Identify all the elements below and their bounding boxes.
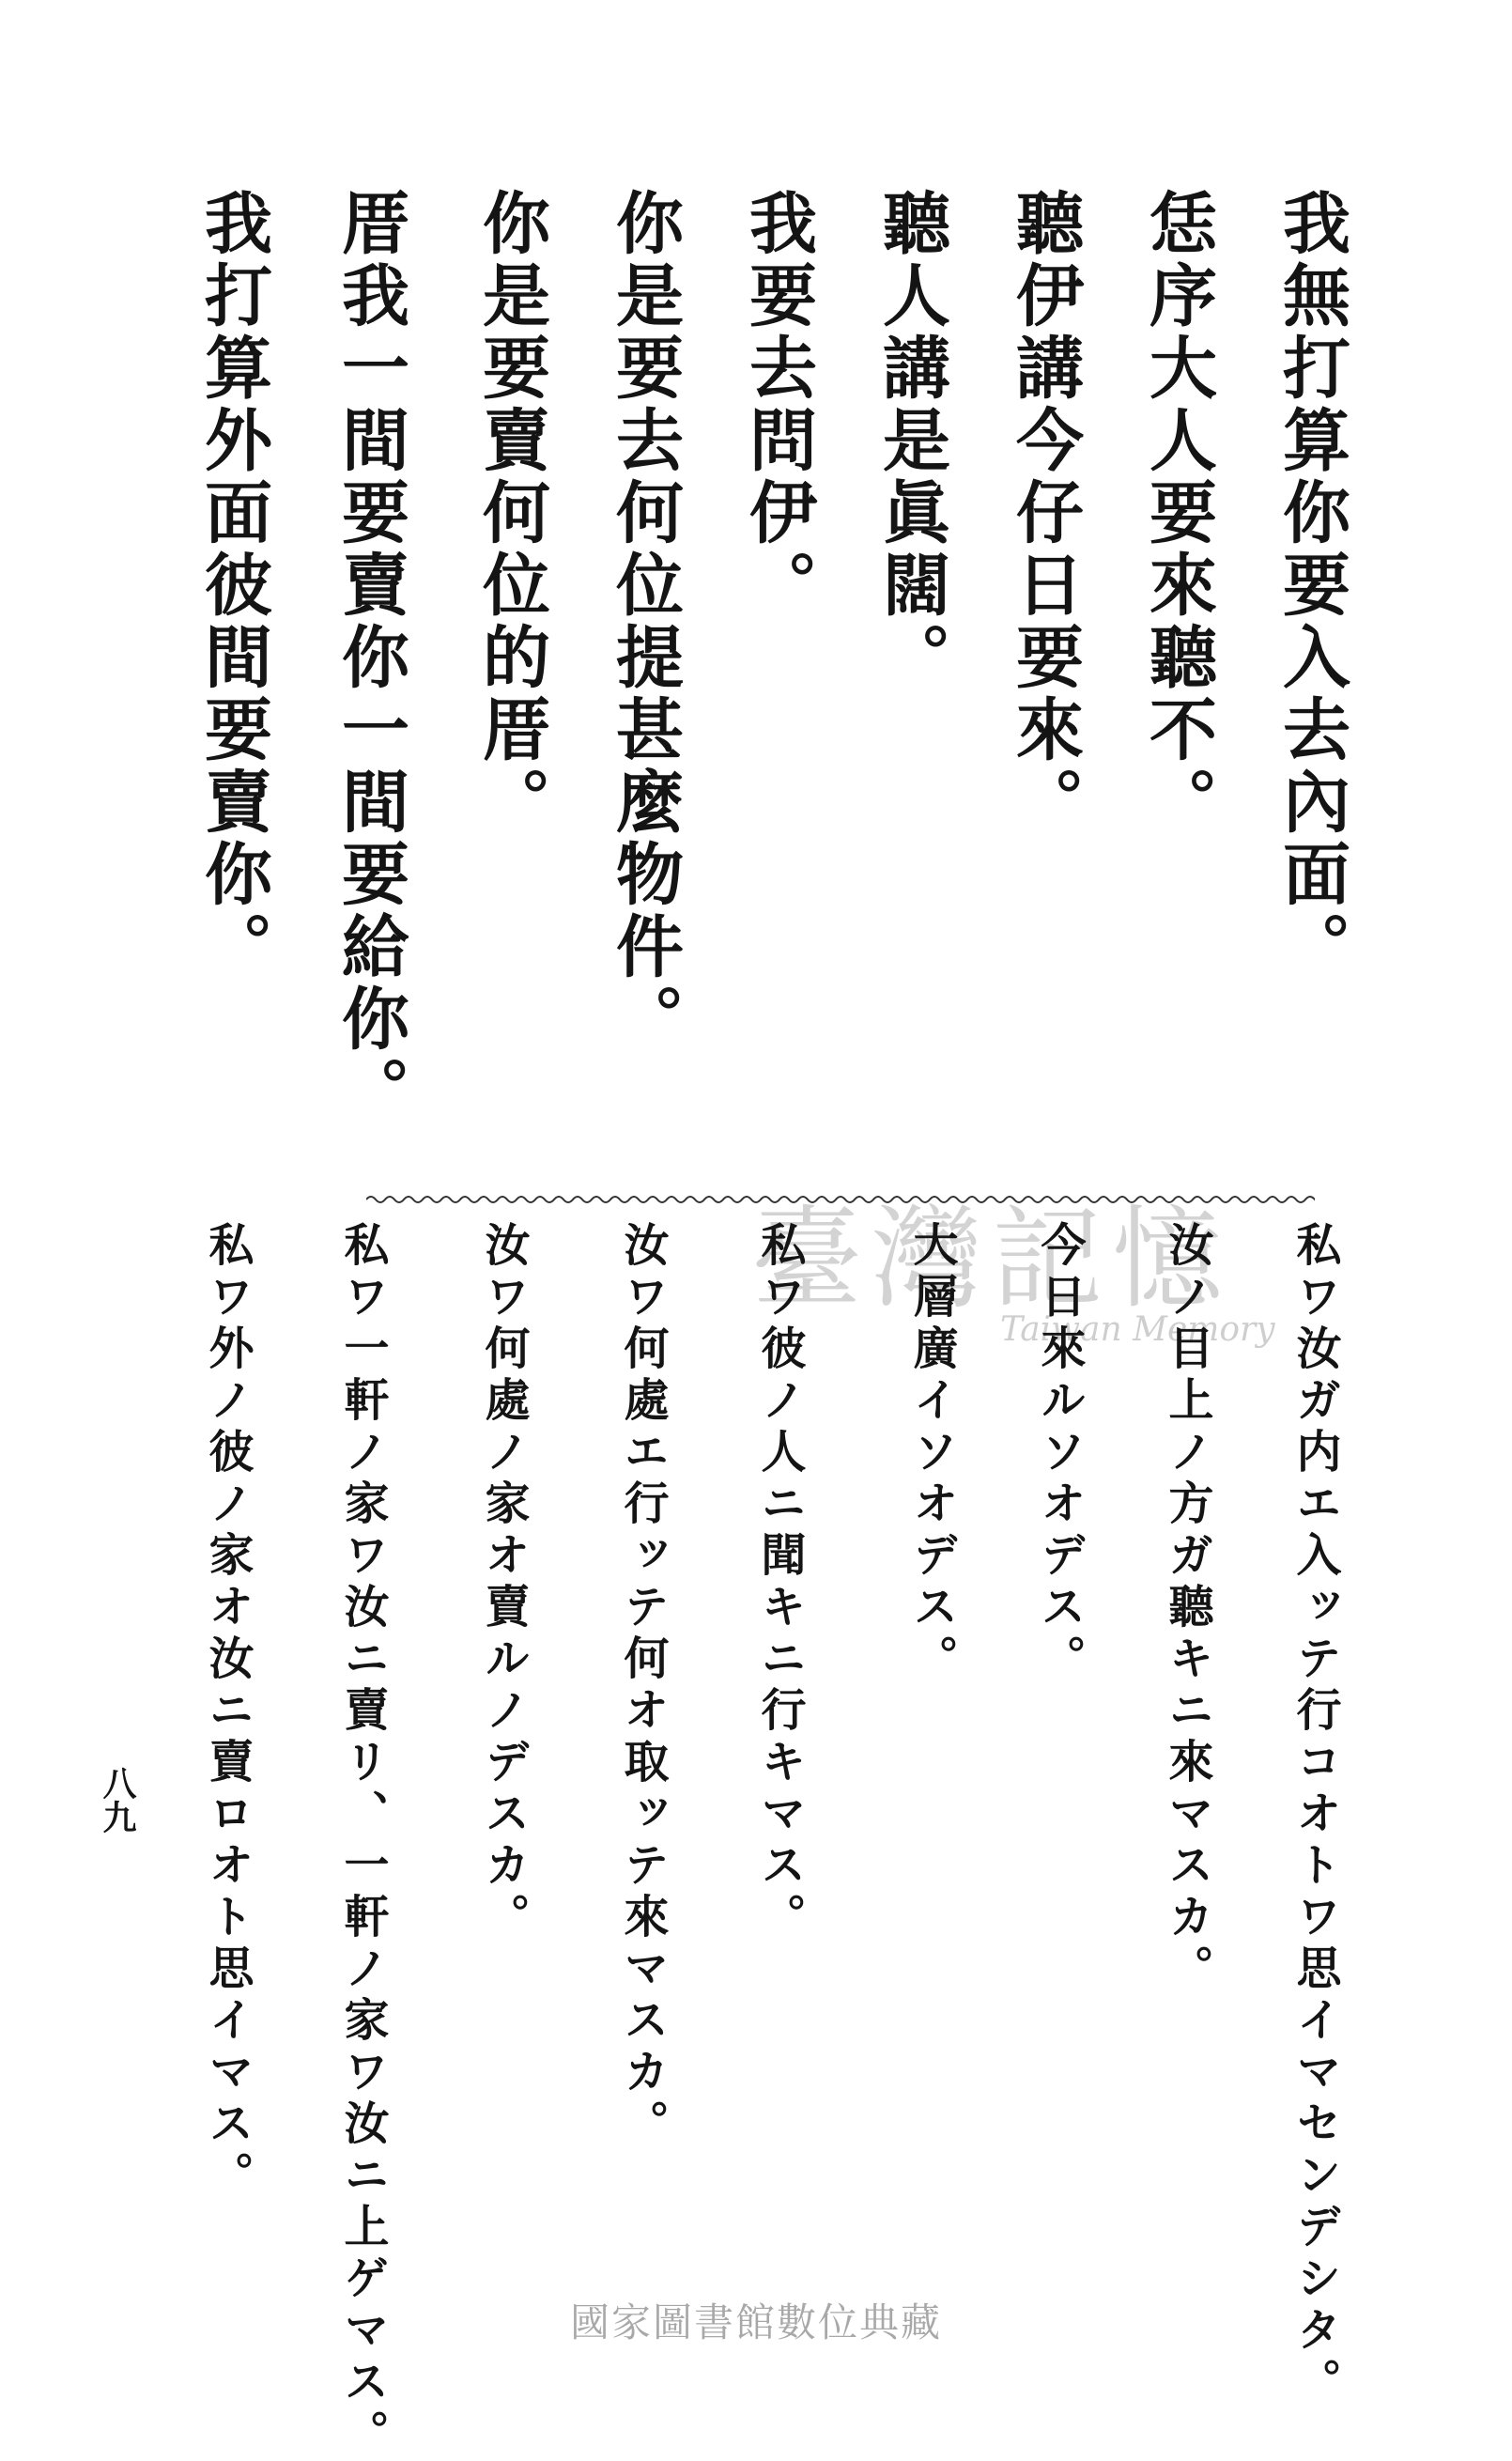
japanese-sentence-6: 汝ワ何處エ行ッテ何オ取ッテ來マスカ。 xyxy=(616,1221,669,2151)
japanese-sentence-8: 私ワ一軒ノ家ワ汝ニ賣リ、一軒ノ家ワ汝ニ上ゲマス。 xyxy=(336,1221,389,2461)
chinese-sentence-9: 我打算外面彼間要賣你。 xyxy=(193,188,273,983)
chinese-sentence-7: 你是要賣何位的厝。 xyxy=(471,188,551,839)
chinese-sentence-6: 你是要去何位提甚麼物件。 xyxy=(605,188,685,1056)
chinese-sentence-8: 厝我一間要賣你一間要給你。 xyxy=(331,188,410,1128)
watermark-english: Taiwan Memory xyxy=(1000,1310,1275,1349)
japanese-sentence-4: 大層廣イソオデス。 xyxy=(905,1221,958,1686)
chinese-sentence-3: 聽伊講今仔日要來。 xyxy=(1005,188,1085,839)
watermark-chinese: 臺灣記憶 xyxy=(751,1194,1233,1323)
wavy-divider xyxy=(366,1193,1315,1206)
japanese-sentence-2: 汝ノ目上ノ方ガ聽キニ來マスカ。 xyxy=(1161,1221,1213,1996)
japanese-sentence-9: 私ワ外ノ彼ノ家オ汝ニ賣ロオト思イマス。 xyxy=(201,1221,254,2203)
japanese-sentence-5: 私ワ彼ノ人ニ聞キニ行キマス。 xyxy=(753,1221,806,1944)
footer-credit: 國家圖書館數位典藏 xyxy=(569,2299,942,2345)
japanese-sentence-1: 私ワ汝ガ内エ入ッテ行コオトワ思イマセンデシタ。 xyxy=(1288,1221,1341,2409)
page-number: 八九 xyxy=(98,1766,137,1834)
japanese-sentence-7: 汝ワ何處ノ家オ賣ルノデスカ。 xyxy=(477,1221,530,1944)
chinese-sentence-1: 我無打算你要入去內面。 xyxy=(1272,188,1351,983)
chinese-sentence-5: 我要去問伊。 xyxy=(738,188,818,622)
chinese-sentence-2: 恁序大人要來聽不。 xyxy=(1138,188,1218,839)
chinese-sentence-4: 聽人講是眞闊。 xyxy=(872,188,951,694)
japanese-sentence-3: 今日來ルソオデス。 xyxy=(1033,1221,1086,1686)
